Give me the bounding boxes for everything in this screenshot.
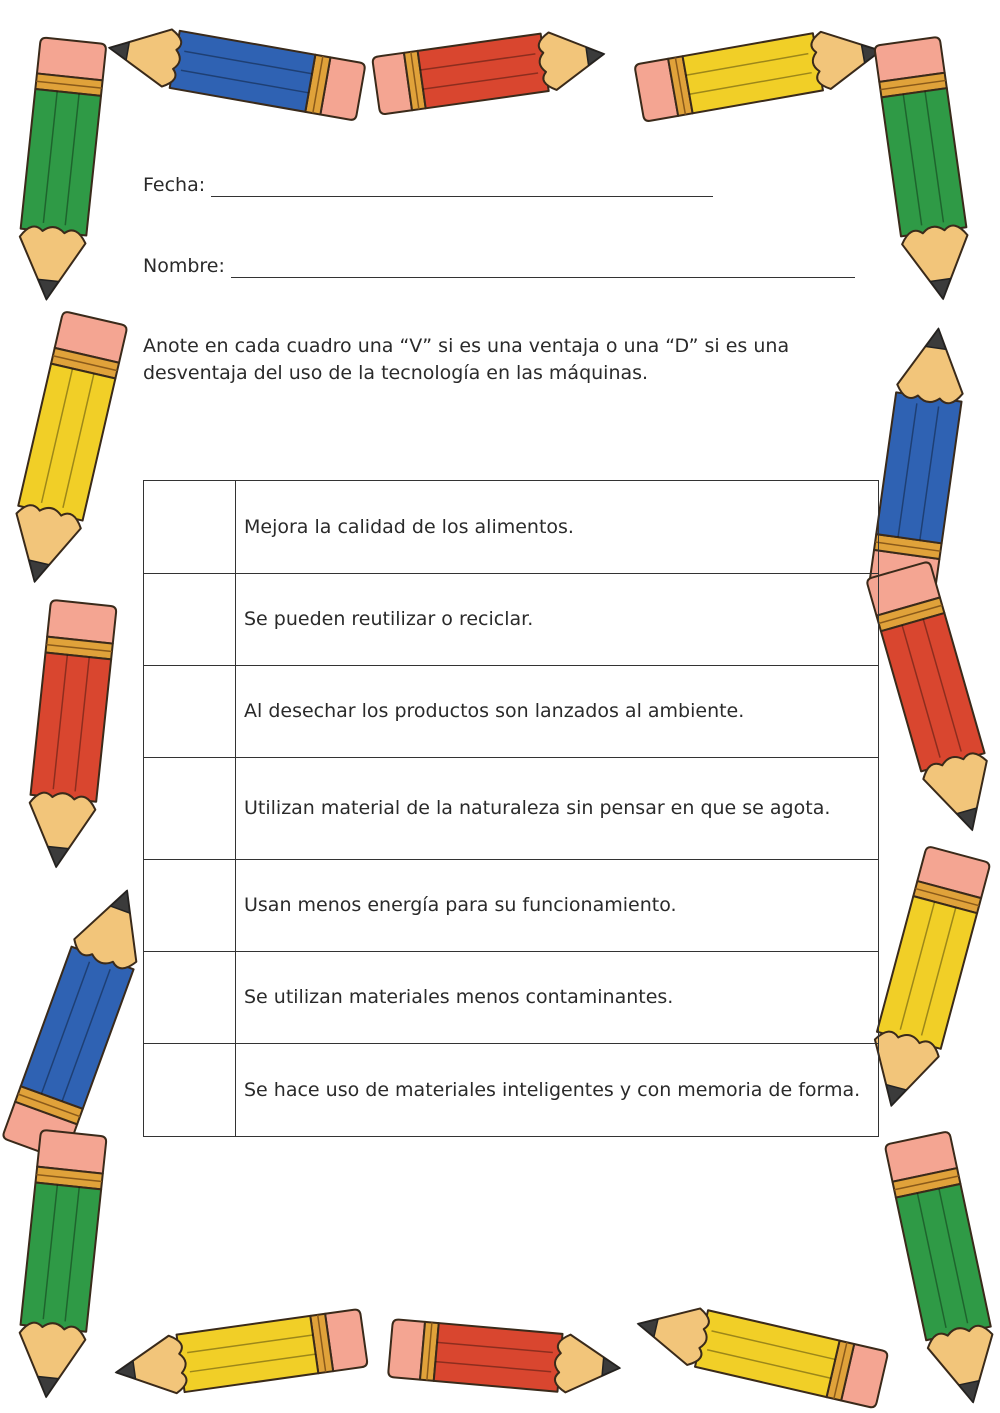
table-row [144, 666, 879, 758]
table-row [144, 1044, 879, 1137]
green-pencil-icon [885, 1131, 1000, 1409]
table-row [144, 481, 879, 574]
table-row [144, 758, 879, 860]
answer-box[interactable] [144, 1044, 236, 1137]
table-row [144, 952, 879, 1044]
red-pencil-icon [388, 1319, 622, 1397]
green-pencil-icon [13, 1130, 106, 1400]
date-label: Fecha: [143, 174, 206, 196]
instructions-text: Anote en cada cuadro una “V” si es una ventaja o una “D” si es una desventaja del uso de la tecnología en las máquinas. [143, 335, 790, 384]
answer-box[interactable] [144, 481, 236, 574]
name-field[interactable] [143, 254, 855, 278]
answer-box[interactable] [144, 666, 236, 758]
red-pencil-icon [866, 561, 1000, 839]
date-field[interactable] [143, 173, 713, 197]
statement-text: Se hace uso de materiales inteligentes y con memoria de forma. [236, 1044, 879, 1137]
answer-box[interactable] [144, 860, 236, 952]
table-row [144, 574, 879, 666]
statement-text: Utilizan material de la naturaleza sin pensar en que se agota. [236, 758, 879, 860]
name-input-line[interactable] [231, 257, 855, 278]
answer-table [143, 480, 879, 1137]
yellow-pencil-icon [112, 1309, 368, 1401]
statement-text: Se utilizan materiales menos contaminantes. [236, 952, 879, 1044]
red-pencil-icon [372, 25, 608, 114]
yellow-pencil-icon [2, 311, 127, 589]
green-pencil-icon [14, 37, 107, 302]
answer-box[interactable] [144, 574, 236, 666]
statement-text: Al desechar los productos son lanzados al ambiente. [236, 666, 879, 758]
answer-box[interactable] [144, 758, 236, 860]
yellow-pencil-icon [859, 846, 990, 1114]
blue-pencil-icon [104, 19, 365, 120]
answer-box[interactable] [144, 952, 236, 1044]
red-pencil-icon [23, 600, 116, 870]
name-label: Nombre: [143, 255, 225, 277]
table-row [144, 860, 879, 952]
blue-pencil-icon [2, 880, 158, 1161]
green-pencil-icon [874, 37, 976, 304]
statement-text: Usan menos energía para su funcionamiento. [236, 860, 879, 952]
date-input-line[interactable] [211, 176, 713, 197]
statement-text: Mejora la calidad de los alimentos. [236, 481, 879, 574]
yellow-pencil-icon [632, 1296, 889, 1409]
statement-text: Se pueden reutilizar o reciclar. [236, 574, 879, 666]
yellow-pencil-icon [634, 22, 885, 122]
blue-pencil-icon [869, 324, 971, 596]
